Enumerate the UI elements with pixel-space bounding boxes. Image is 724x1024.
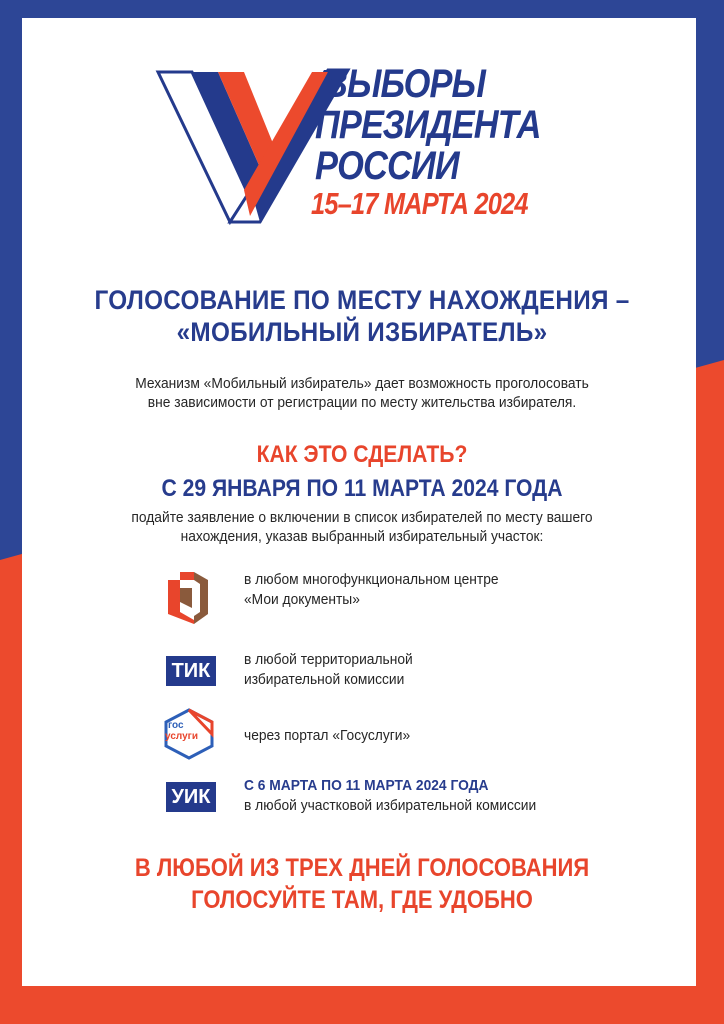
- uik-badge: УИК: [166, 782, 216, 812]
- how-section: [22, 440, 702, 546]
- option-gosuslugi: [160, 706, 620, 762]
- headline-line-2: «МОБИЛЬНЫЙ ИЗБИРАТЕЛЬ»: [176, 317, 548, 347]
- title-line-2: ПРЕЗИДЕНТА: [315, 103, 541, 147]
- footer-line-1: В ЛЮБОЙ ИЗ ТРЕХ ДНЕЙ ГОЛОСОВАНИЯ: [134, 854, 590, 882]
- headline-line-1: ГОЛОСОВАНИЕ ПО МЕСТУ НАХОЖДЕНИЯ –: [94, 285, 630, 315]
- mfc-logo-icon: [160, 570, 218, 626]
- footer-call: [22, 852, 702, 916]
- headline: [22, 284, 702, 348]
- option-gosuslugi-line-1: через портал «Госуслуги»: [244, 727, 411, 744]
- intro-text: [22, 374, 702, 412]
- option-uik-line-1: в любой участковой избирательной комиссии: [244, 797, 537, 814]
- election-date: 15–17 МАРТА 2024: [311, 186, 528, 221]
- how-instructions-2: нахождения, указав выбранный избирательный участок:: [180, 528, 544, 545]
- gosuslugi-logo-text-1: гос: [168, 720, 184, 731]
- how-period: С 29 ЯНВАРЯ ПО 11 МАРТА 2024 ГОДА: [161, 475, 563, 502]
- tik-badge: ТИК: [166, 656, 216, 686]
- option-mfc-line-2: «Мои документы»: [244, 591, 360, 608]
- how-instructions-1: подайте заявление о включении в список избирателей по месту вашего: [131, 509, 593, 526]
- election-title: [311, 62, 577, 221]
- option-tik: [160, 650, 620, 706]
- footer-line-2: ГОЛОСУЙТЕ ТАМ, ГДЕ УДОБНО: [191, 886, 533, 914]
- intro-line-1: Механизм «Мобильный избиратель» дает возможность проголосовать: [135, 375, 589, 392]
- gosuslugi-logo-text-2: услуги: [165, 731, 198, 742]
- option-tik-line-2: избирательной комиссии: [244, 671, 405, 688]
- title-line-1: ВЫБОРЫ: [323, 62, 486, 106]
- option-mfc-line-1: в любом многофункциональном центре: [244, 571, 499, 588]
- option-uik-period: С 6 МАРТА ПО 11 МАРТА 2024 ГОДА: [244, 777, 489, 794]
- option-uik: [160, 776, 620, 832]
- how-question: КАК ЭТО СДЕЛАТЬ?: [256, 441, 468, 468]
- gosuslugi-logo-icon: [160, 706, 218, 762]
- option-tik-line-1: в любой территориальной: [244, 651, 413, 668]
- option-mfc: [160, 570, 620, 626]
- intro-line-2: вне зависимости от регистрации по месту жительства избирателя.: [147, 394, 577, 411]
- title-line-3: РОССИИ: [315, 144, 459, 188]
